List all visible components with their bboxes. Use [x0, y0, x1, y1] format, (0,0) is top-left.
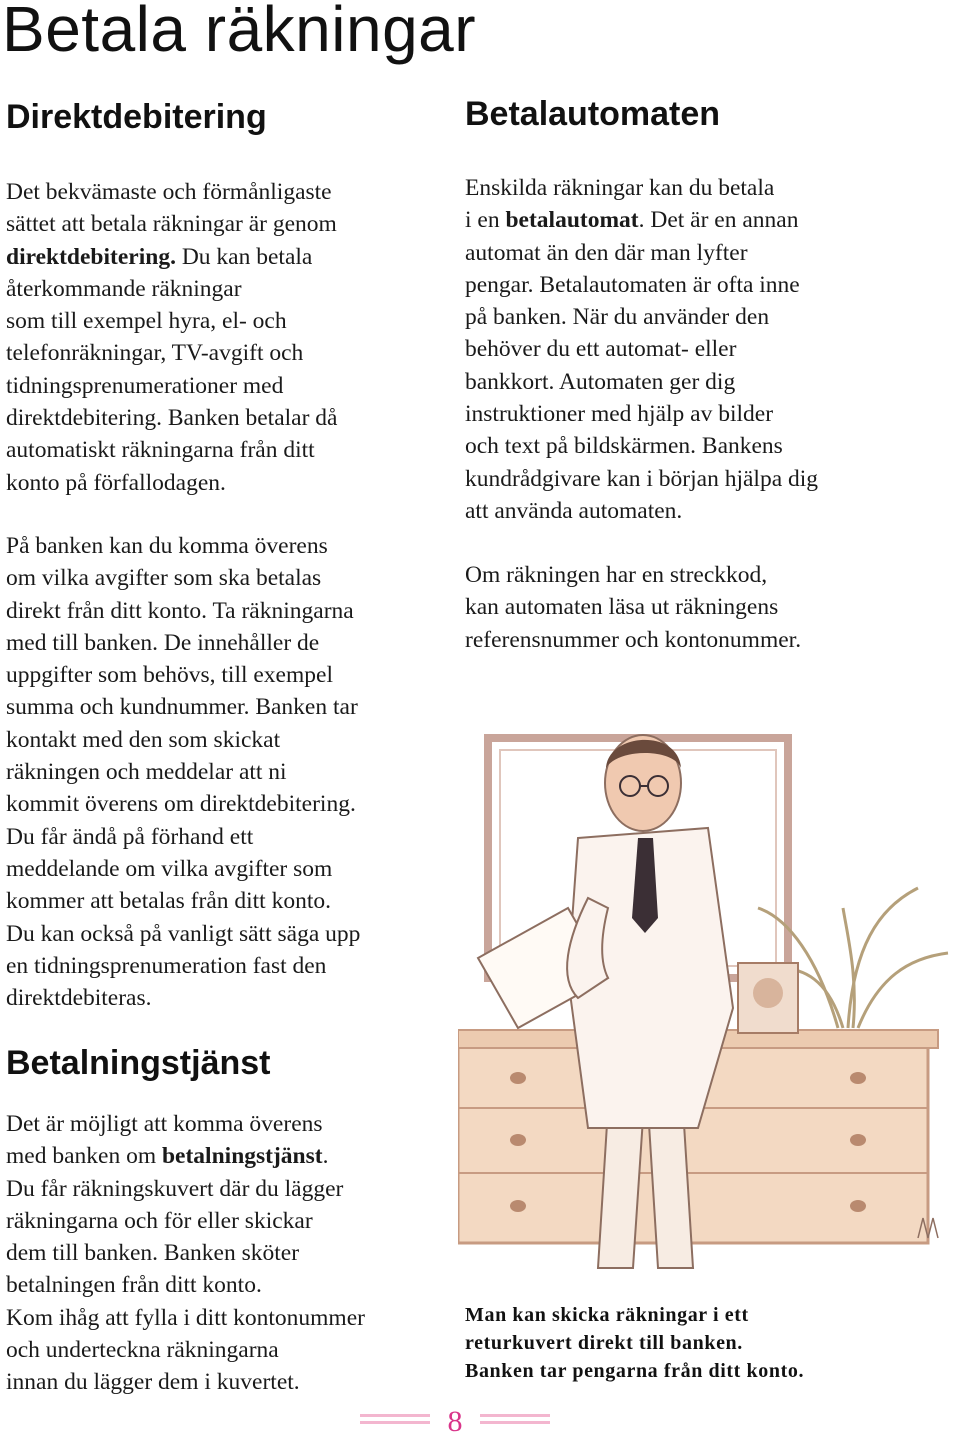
- footer-rule-right: [480, 1414, 550, 1417]
- betalningstjanst-paragraph: Det är möjligt att komma överens med banken om betalningstjänst. Du får räkningskuvert där du lägger räkningarna och för eller skickar dem till banken. Banken sköter betalningen från ditt konto. Kom ihåg att fylla i ditt kontonummer och underteckna räkningarna innan du lägger dem i kuvertet.: [6, 1111, 365, 1396]
- footer-rule-right-2: [480, 1421, 550, 1424]
- page-number: 8: [447, 1405, 463, 1438]
- bold-term-betalningstjanst: betalningstjänst: [161, 1143, 323, 1170]
- section-heading-betalningstjanst: Betalningstjänst: [6, 1044, 271, 1082]
- section-heading-direktdebitering: Direktdebitering: [6, 98, 267, 136]
- illustration-man-reading: [458, 678, 958, 1288]
- direktdebitering-paragraph-2: På banken kan du komma överens om vilka avgifter som ska betalas direkt från ditt konto. Ta räkningarna med till banken. De innehåller de uppgifter som behövs, till exempel summa och kundnummer. Banken tar kontakt med den som skickat räkningen och meddelar att ni kommit överens om direktdebitering. Du får ändå på förhand ett meddelande om vilka avgifter som kommer att betalas från ditt konto. Du kan också på vanligt sätt säga upp en tidningsprenumeration fast den direktdebiteras.: [6, 533, 361, 1012]
- section-heading-betalautomaten: Betalautomaten: [465, 95, 721, 133]
- footer-rule-left-2: [360, 1421, 430, 1424]
- direktdebitering-paragraph-1: Det bekvämaste och förmånligaste sättet att betala räkningar är genom direktdebitering. Du kan betala återkommande räkningar som till exempel hyra, el- och telefonräkningar, TV-avgift och tidningsprenumerationer med direktdebitering. Banken betalar då automatiskt räkningarna från ditt konto på förfallodagen.: [6, 179, 338, 496]
- bold-term-betalautomat: betalautomat: [505, 207, 639, 234]
- footer-rule-left: [360, 1414, 430, 1417]
- illustration-caption: Man kan skicka räkningar i ett returkuvert direkt till banken. Banken tar pengarna från ditt konto.: [465, 1304, 805, 1382]
- betalautomaten-paragraph-2: Om räkningen har en streckkod, kan automaten läsa ut räkningens referensnummer och kontonummer.: [465, 562, 802, 653]
- page-title: Betala räkningar: [2, 0, 477, 65]
- bold-term-direktdebitering: direktdebitering.: [6, 243, 176, 270]
- betalautomaten-paragraph-1: Enskilda räkningar kan du betala i en betalautomat. Det är en annan automat än den där man lyfter pengar. Betalautomaten är ofta inne på banken. När du använder den behöver du ett automat- eller bankkort. Automaten ger dig instruktioner med hjälp av bilder och text på bildskärmen. Bankens kundrådgivare kan i början hjälpa dig att använda automaten.: [465, 175, 819, 524]
